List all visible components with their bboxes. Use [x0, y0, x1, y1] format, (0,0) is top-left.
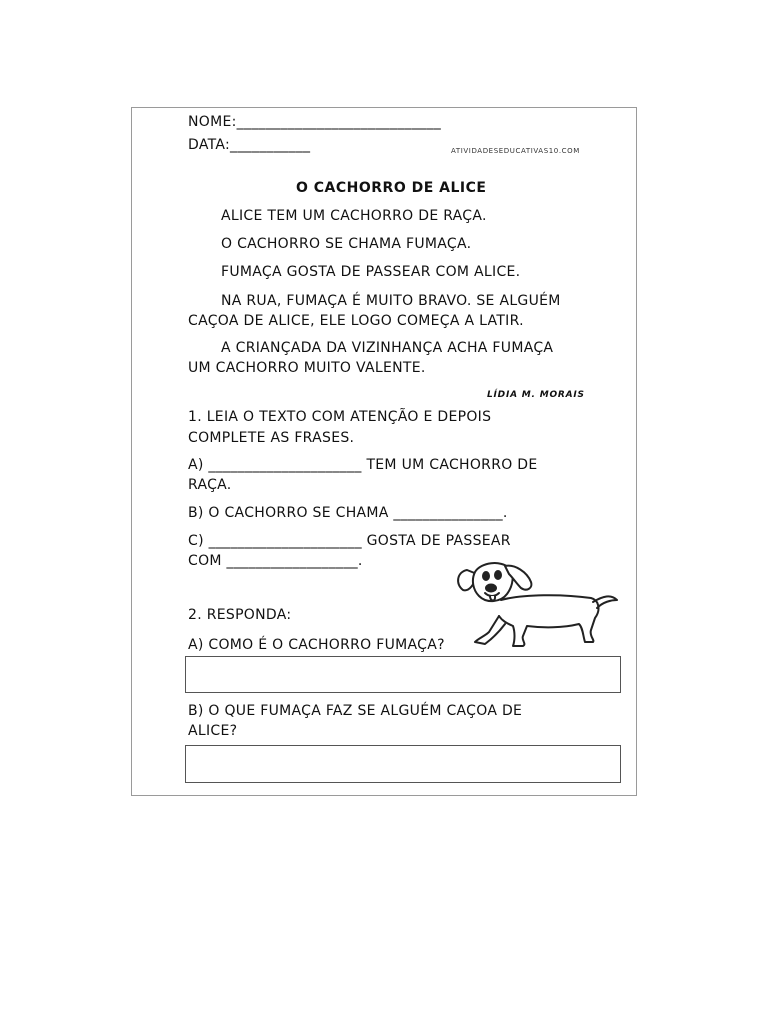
story-paragraph-2: O CACHORRO SE CHAMA FUMAÇA. [221, 236, 472, 252]
exercise-1-item-a-line-1: A) _____________________ TEM UM CACHORRO DE [188, 457, 538, 473]
exercise-1-item-c-line-2: COM __________________. [188, 553, 363, 569]
story-paragraph-3: FUMAÇA GOSTA DE PASSEAR COM ALICE. [221, 264, 521, 280]
exercise-1-instruction-line-2: COMPLETE AS FRASES. [188, 430, 355, 446]
story-title: O CACHORRO DE ALICE [296, 180, 487, 196]
answer-box-a[interactable] [185, 656, 621, 693]
website-credit: ATIVIDADESEDUCATIVAS10.COM [451, 147, 580, 155]
story-paragraph-5-line-1: A CRIANÇADA DA VIZINHANÇA ACHA FUMAÇA [221, 340, 554, 356]
story-paragraph-5-line-2: UM CACHORRO MUITO VALENTE. [188, 360, 426, 376]
exercise-2-question-a: A) COMO É O CACHORRO FUMAÇA? [188, 637, 445, 653]
exercise-1-item-c-line-1: C) _____________________ GOSTA DE PASSEAR [188, 533, 511, 549]
story-paragraph-1: ALICE TEM UM CACHORRO DE RAÇA. [221, 208, 487, 224]
exercise-1-item-a-line-2: RAÇA. [188, 477, 232, 493]
exercise-2-heading: 2. RESPONDA: [188, 607, 292, 623]
story-paragraph-4-line-1: NA RUA, FUMAÇA É MUITO BRAVO. SE ALGUÉM [221, 293, 561, 309]
story-author: LÍDIA M. MORAIS [487, 390, 585, 400]
name-field-line: NOME:____________________________ [188, 114, 442, 130]
exercise-1-instruction-line-1: 1. LEIA O TEXTO COM ATENÇÃO E DEPOIS [188, 409, 492, 425]
answer-box-b[interactable] [185, 745, 621, 783]
exercise-2-question-b-line-2: ALICE? [188, 723, 238, 739]
dog-icon [453, 558, 623, 658]
exercise-1-item-b: B) O CACHORRO SE CHAMA _______________. [188, 505, 508, 521]
exercise-2-question-b-line-1: B) O QUE FUMAÇA FAZ SE ALGUÉM CAÇOA DE [188, 703, 523, 719]
story-paragraph-4-line-2: CAÇOA DE ALICE, ELE LOGO COMEÇA A LATIR. [188, 313, 524, 329]
date-field-line: DATA:___________ [188, 137, 311, 153]
